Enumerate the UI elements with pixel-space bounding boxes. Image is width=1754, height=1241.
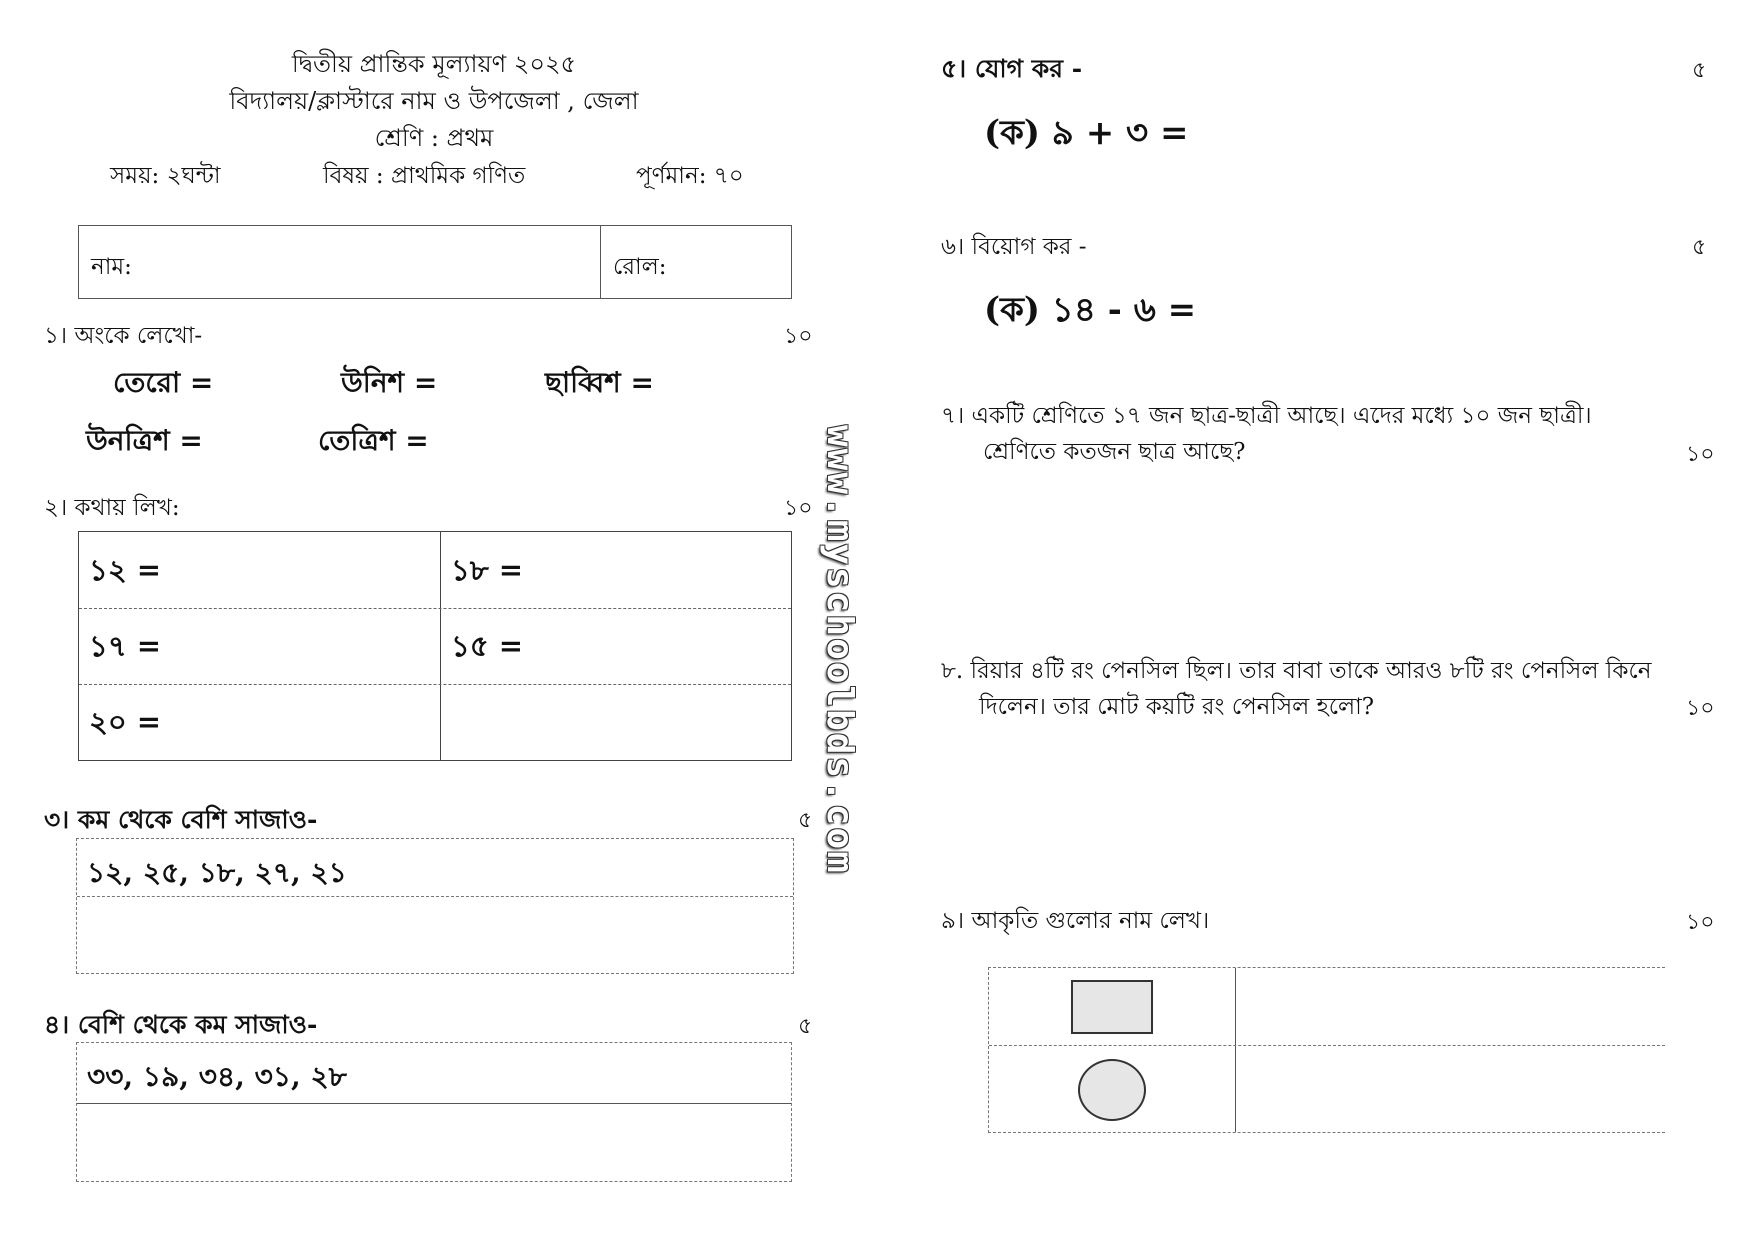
q3-marks: ৫ (798, 808, 813, 833)
q7-line2: শ্রেণিতে কতজন ছাত্র আছে? (983, 439, 1246, 465)
q2-marks: ১০ (784, 496, 813, 521)
q7-line1: ৭। একটি শ্রেণিতে ১৭ জন ছাত্র-ছাত্রী আছে। এদের মধ্যে ১০ জন ছাত্রী। (941, 403, 1592, 429)
q6-expression: (ক) ১৪ - ৬ = (984, 290, 1197, 330)
q7-marks: ১০ (1686, 442, 1715, 467)
name-field[interactable]: নাম: (91, 254, 132, 280)
q1-item: তেরো = (113, 366, 214, 399)
rectangle-shape (1071, 980, 1153, 1034)
q2-cell[interactable]: ২০ = (89, 705, 162, 739)
q1-item: উনিশ = (341, 366, 438, 399)
q3-answer-area[interactable] (77, 897, 793, 973)
q9-marks: ১০ (1686, 910, 1715, 935)
class-line: শ্রেণি : প্রথম (374, 124, 494, 152)
q6-marks: ৫ (1692, 235, 1707, 260)
q3-box (76, 838, 794, 974)
q2-cell[interactable]: ১২ = (89, 553, 162, 587)
q2-cell[interactable]: ১৭ = (89, 629, 162, 663)
q4-numbers: ৩৩, ১৯, ৩৪, ৩১, ২৮ (87, 1060, 347, 1093)
q4-marks: ৫ (798, 1014, 813, 1039)
circle-shape (1078, 1059, 1146, 1121)
q1-item: ছাব্বিশ = (545, 366, 654, 399)
q3-title: ৩। কম থেকে বেশি সাজাও- (44, 805, 318, 834)
exam-time: সময়: ২ঘন্টা (110, 163, 221, 189)
q2-col-divider (440, 532, 441, 760)
q1-item: উনত্রিশ = (86, 424, 203, 457)
exam-title: দ্বিতীয় প্রান্তিক মূল্যায়ণ ২০২৫ (291, 50, 577, 78)
q8-line1: ৮. রিয়ার ৪টি রং পেনসিল ছিল। তার বাবা তাকে আরও ৮টি রং পেনসিল কিনে (941, 658, 1652, 684)
q9-table (988, 967, 1665, 1133)
q9-title: ৯। আকৃতি গুলোর নাম লেখ। (941, 908, 1210, 934)
q2-title: ২। কথায় লিখ: (44, 495, 180, 521)
q3-numbers: ১২, ২৫, ১৮, ২৭, ২১ (87, 856, 347, 889)
q9-col-divider (1235, 968, 1236, 1132)
info-divider (600, 226, 601, 298)
q5-marks: ৫ (1692, 58, 1707, 83)
q4-answer-area[interactable] (77, 1104, 791, 1181)
q6-title: ৬। বিয়োগ কর - (941, 234, 1087, 260)
watermark: www.myschoolbds.com (819, 425, 860, 875)
q8-line2: দিলেন। তার মোট কয়টি রং পেনসিল হলো? (979, 694, 1375, 720)
exam-subject: বিষয় : প্রাথমিক গণিত (323, 163, 526, 189)
q9-answer-1[interactable] (1237, 968, 1665, 1044)
school-line: বিদ্যালয়/ক্লাস্টারে নাম ও উপজেলা , জেলা (229, 87, 639, 115)
q1-marks: ১০ (784, 324, 813, 349)
q8-marks: ১০ (1686, 696, 1715, 721)
q5-expression: (ক) ৯ + ৩ = (984, 113, 1189, 153)
full-marks: পূর্ণমান: ৭০ (636, 163, 744, 189)
q9-answer-2[interactable] (1237, 1046, 1665, 1132)
q4-box (76, 1042, 792, 1182)
roll-field[interactable]: রোল: (613, 254, 667, 280)
q1-title: ১। অংকে লেখো- (44, 323, 203, 349)
q5-title: ৫। যোগ কর - (941, 54, 1083, 83)
q1-item: তেত্রিশ = (318, 424, 429, 457)
q2-table (78, 531, 792, 761)
student-info-box (78, 225, 792, 299)
q2-row-divider (79, 608, 791, 609)
q2-cell[interactable]: ১৫ = (451, 629, 524, 663)
q2-row-divider (79, 684, 791, 685)
q2-cell[interactable]: ১৮ = (451, 553, 524, 587)
q4-title: ৪। বেশি থেকে কম সাজাও- (44, 1010, 318, 1039)
